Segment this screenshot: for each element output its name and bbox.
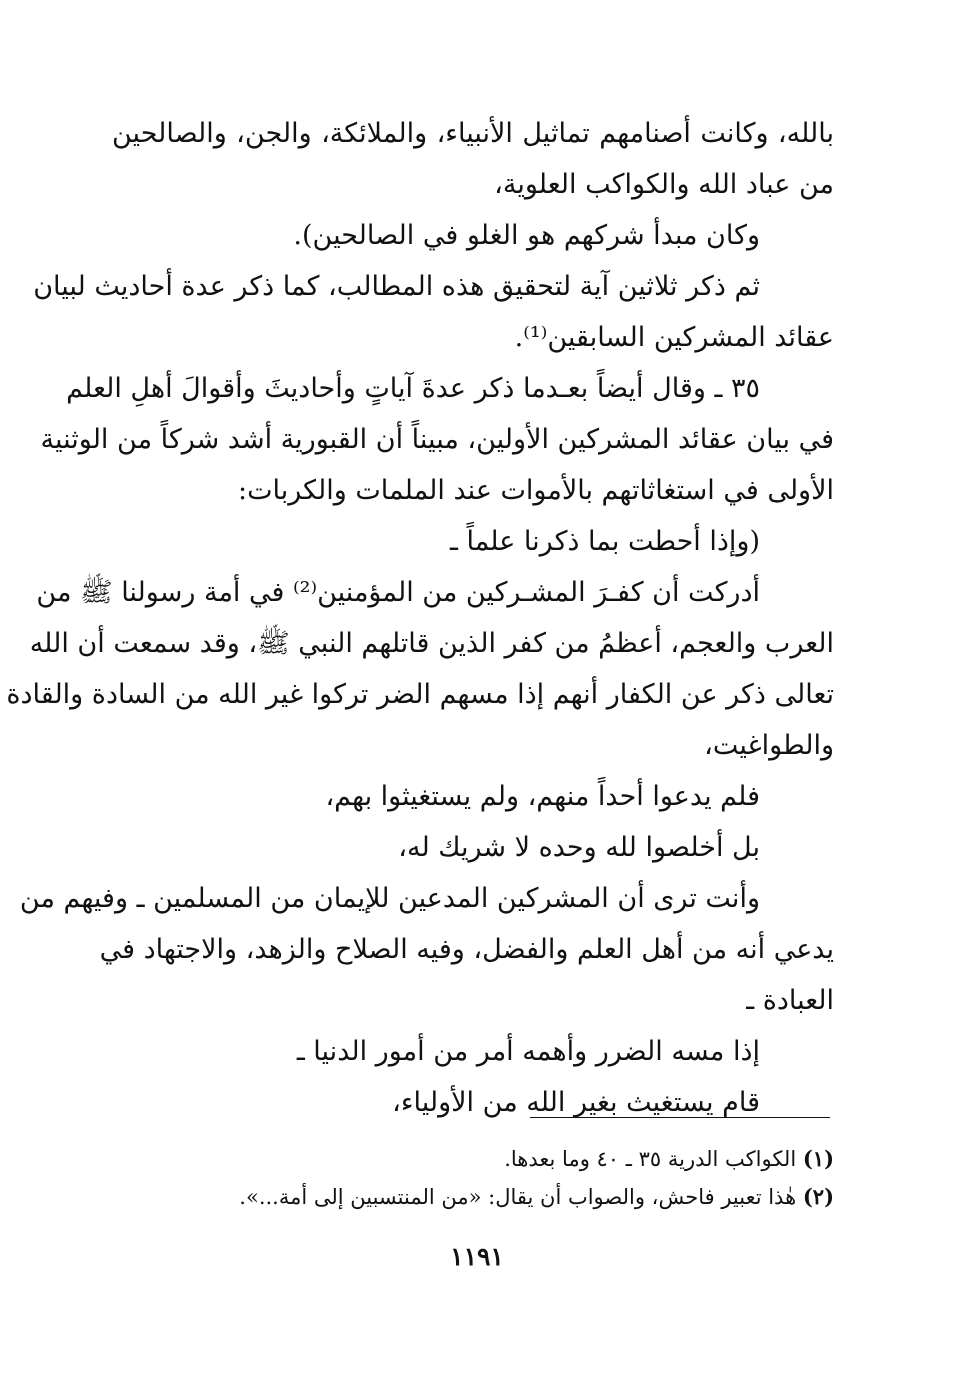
text-line: تعالى ذكر عن الكفار أنهم إذا مسهم الضر تركوا غير الله من السادة والقادة: [6, 679, 834, 710]
text-line: إذا مسه الضرر وأهمه أمر من أمور الدنيا ـ: [296, 1036, 760, 1067]
text-line: بل أخلصوا لله وحده لا شريك له،: [398, 832, 760, 863]
text-line: في بيان عقائد المشركين الأولين، مبيناً أن القبورية أشد شركاً من الوثنية: [40, 424, 834, 455]
footnote-separator: [530, 1117, 830, 1118]
footnote: [112, 1140, 834, 1178]
text-line: ٣٥ ـ وقال أيضاً بعـدما ذكر عدةَ آياتٍ وأحاديثَ وأقوالَ أهلِ العلم: [66, 373, 760, 404]
footnotes: [112, 1140, 834, 1216]
text-line: وأنت ترى أن المشركين المدعين للإيمان من المسلمين ـ وفيهم من: [19, 883, 760, 914]
text-line: يدعي أنه من أهل العلم والفضل، وفيه الصلاح والزهد، والاجتهاد في: [99, 934, 834, 965]
page-number: ١١٩١: [450, 1242, 504, 1271]
text-line: ثم ذكر ثلاثين آية لتحقيق هذه المطالب، كما ذكر عدة أحاديث لبيان: [33, 271, 760, 302]
footnote-text: هٰذا تعبير فاحش، والصواب أن يقال: «من المنتسبين إلى أمة...».: [239, 1185, 797, 1209]
text-line: عقائد المشركين السابقين⁽¹⁾.: [514, 322, 834, 353]
footnote-number: (١): [802, 1146, 834, 1171]
text-line: وكان مبدأ شركهم هو الغلو في الصالحين).: [293, 220, 760, 251]
text-line: بالله، وكانت أصنامهم تماثيل الأنبياء، والملائكة، والجن، والصالحين: [112, 118, 834, 149]
footnote-text: الكواكب الدرية ٣٥ ـ ٤٠ وما بعدها.: [504, 1147, 797, 1171]
text-line: (وإذا أحطت بما ذكرنا علماً ـ: [449, 526, 760, 557]
footnote-number: (٢): [802, 1184, 834, 1209]
main-text: [6, 108, 834, 1128]
text-line: والطواغيت،: [704, 730, 834, 761]
text-line: العرب والعجم، أعظمُ من كفر الذين قاتلهم النبي ﷺ، وقد سمعت أن الله: [29, 628, 834, 659]
text-line: قام يستغيث بغير الله من الأولياء،: [392, 1087, 760, 1118]
footnote: [112, 1178, 834, 1216]
text-line: من عباد الله والكواكب العلوية،: [494, 169, 834, 200]
text-line: أدركت أن كفـرَ المشـركين من المؤمنين⁽²⁾ في أمة رسولنا ﷺ من: [36, 577, 760, 608]
text-line: فلم يدعوا أحداً منهم، ولم يستغيثوا بهم،: [325, 781, 760, 812]
text-line: الأولى في استغاثاتهم بالأموات عند الملمات والكربات:: [237, 475, 834, 506]
text-line: العبادة ـ: [746, 985, 834, 1016]
